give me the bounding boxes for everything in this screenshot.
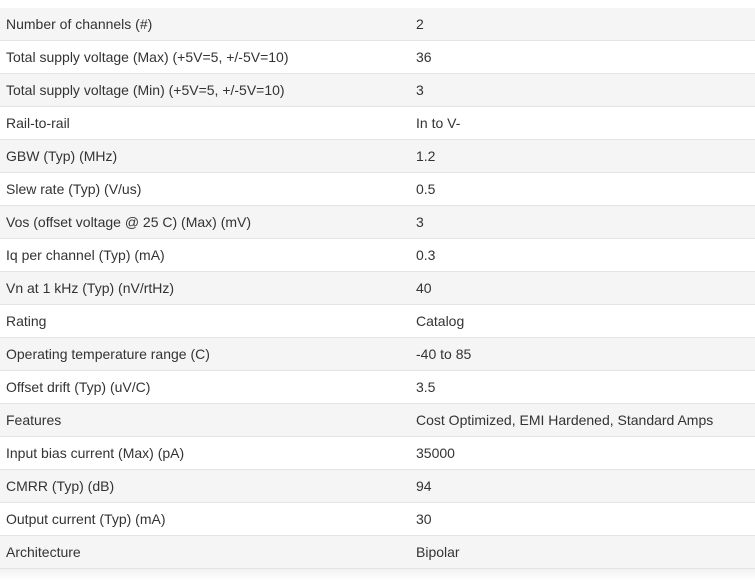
parameters-table bbox=[0, 8, 755, 569]
parameter-name: Architecture bbox=[6, 544, 81, 560]
parameter-name: Total supply voltage (Min) (+5V=5, +/-5V=10) bbox=[6, 82, 285, 98]
table-row bbox=[0, 503, 755, 536]
parameter-name: Vos (offset voltage @ 25 C) (Max) (mV) bbox=[6, 214, 252, 230]
table-row bbox=[0, 107, 755, 140]
parameter-value: Catalog bbox=[416, 313, 465, 329]
parameter-value: 3 bbox=[416, 214, 424, 230]
parameter-name: Offset drift (Typ) (uV/C) bbox=[6, 379, 151, 395]
table-row bbox=[0, 140, 755, 173]
parameter-name: Vn at 1 kHz (Typ) (nV/rtHz) bbox=[6, 280, 175, 296]
table-row bbox=[0, 206, 755, 239]
table-row bbox=[0, 239, 755, 272]
parameter-name: Iq per channel (Typ) (mA) bbox=[6, 247, 165, 263]
parameter-value: 3.5 bbox=[416, 379, 436, 395]
table-row bbox=[0, 536, 755, 569]
table-row bbox=[0, 272, 755, 305]
parameter-value: Bipolar bbox=[416, 544, 460, 560]
table-row bbox=[0, 173, 755, 206]
parameter-value: -40 to 85 bbox=[416, 346, 472, 362]
parameter-name: Operating temperature range (C) bbox=[6, 346, 210, 362]
table-row bbox=[0, 305, 755, 338]
parameter-name: CMRR (Typ) (dB) bbox=[6, 478, 115, 494]
table-row bbox=[0, 338, 755, 371]
parameter-value: 1.2 bbox=[416, 148, 436, 164]
parameter-name: Number of channels (#) bbox=[6, 16, 153, 32]
parameter-value: In to V- bbox=[416, 115, 461, 131]
parameter-value: Cost Optimized, EMI Hardened, Standard Amps bbox=[416, 412, 714, 428]
table-row bbox=[0, 404, 755, 437]
parameter-name: Features bbox=[6, 412, 62, 428]
parameter-name: Input bias current (Max) (pA) bbox=[6, 445, 185, 461]
parameter-name: Rating bbox=[6, 313, 47, 329]
parameter-value: 0.5 bbox=[416, 181, 436, 197]
parameter-name: Slew rate (Typ) (V/us) bbox=[6, 181, 142, 197]
table-row bbox=[0, 470, 755, 503]
bottom-shadow bbox=[0, 569, 755, 580]
parameter-value: 94 bbox=[416, 478, 432, 494]
parameter-value: 30 bbox=[416, 511, 432, 527]
parameter-value: 3 bbox=[416, 82, 424, 98]
table-row bbox=[0, 8, 755, 41]
parameter-value: 0.3 bbox=[416, 247, 436, 263]
table-row bbox=[0, 41, 755, 74]
table-row bbox=[0, 371, 755, 404]
parameter-value: 40 bbox=[416, 280, 432, 296]
parameter-value: 36 bbox=[416, 49, 432, 65]
table-row bbox=[0, 74, 755, 107]
parameter-name: GBW (Typ) (MHz) bbox=[6, 148, 118, 164]
parameter-value: 35000 bbox=[416, 445, 455, 461]
parameter-name: Rail-to-rail bbox=[6, 115, 70, 131]
parameter-value: 2 bbox=[416, 16, 424, 32]
parameter-name: Output current (Typ) (mA) bbox=[6, 511, 166, 527]
parameter-name: Total supply voltage (Max) (+5V=5, +/-5V=10) bbox=[6, 49, 289, 65]
table-row bbox=[0, 437, 755, 470]
